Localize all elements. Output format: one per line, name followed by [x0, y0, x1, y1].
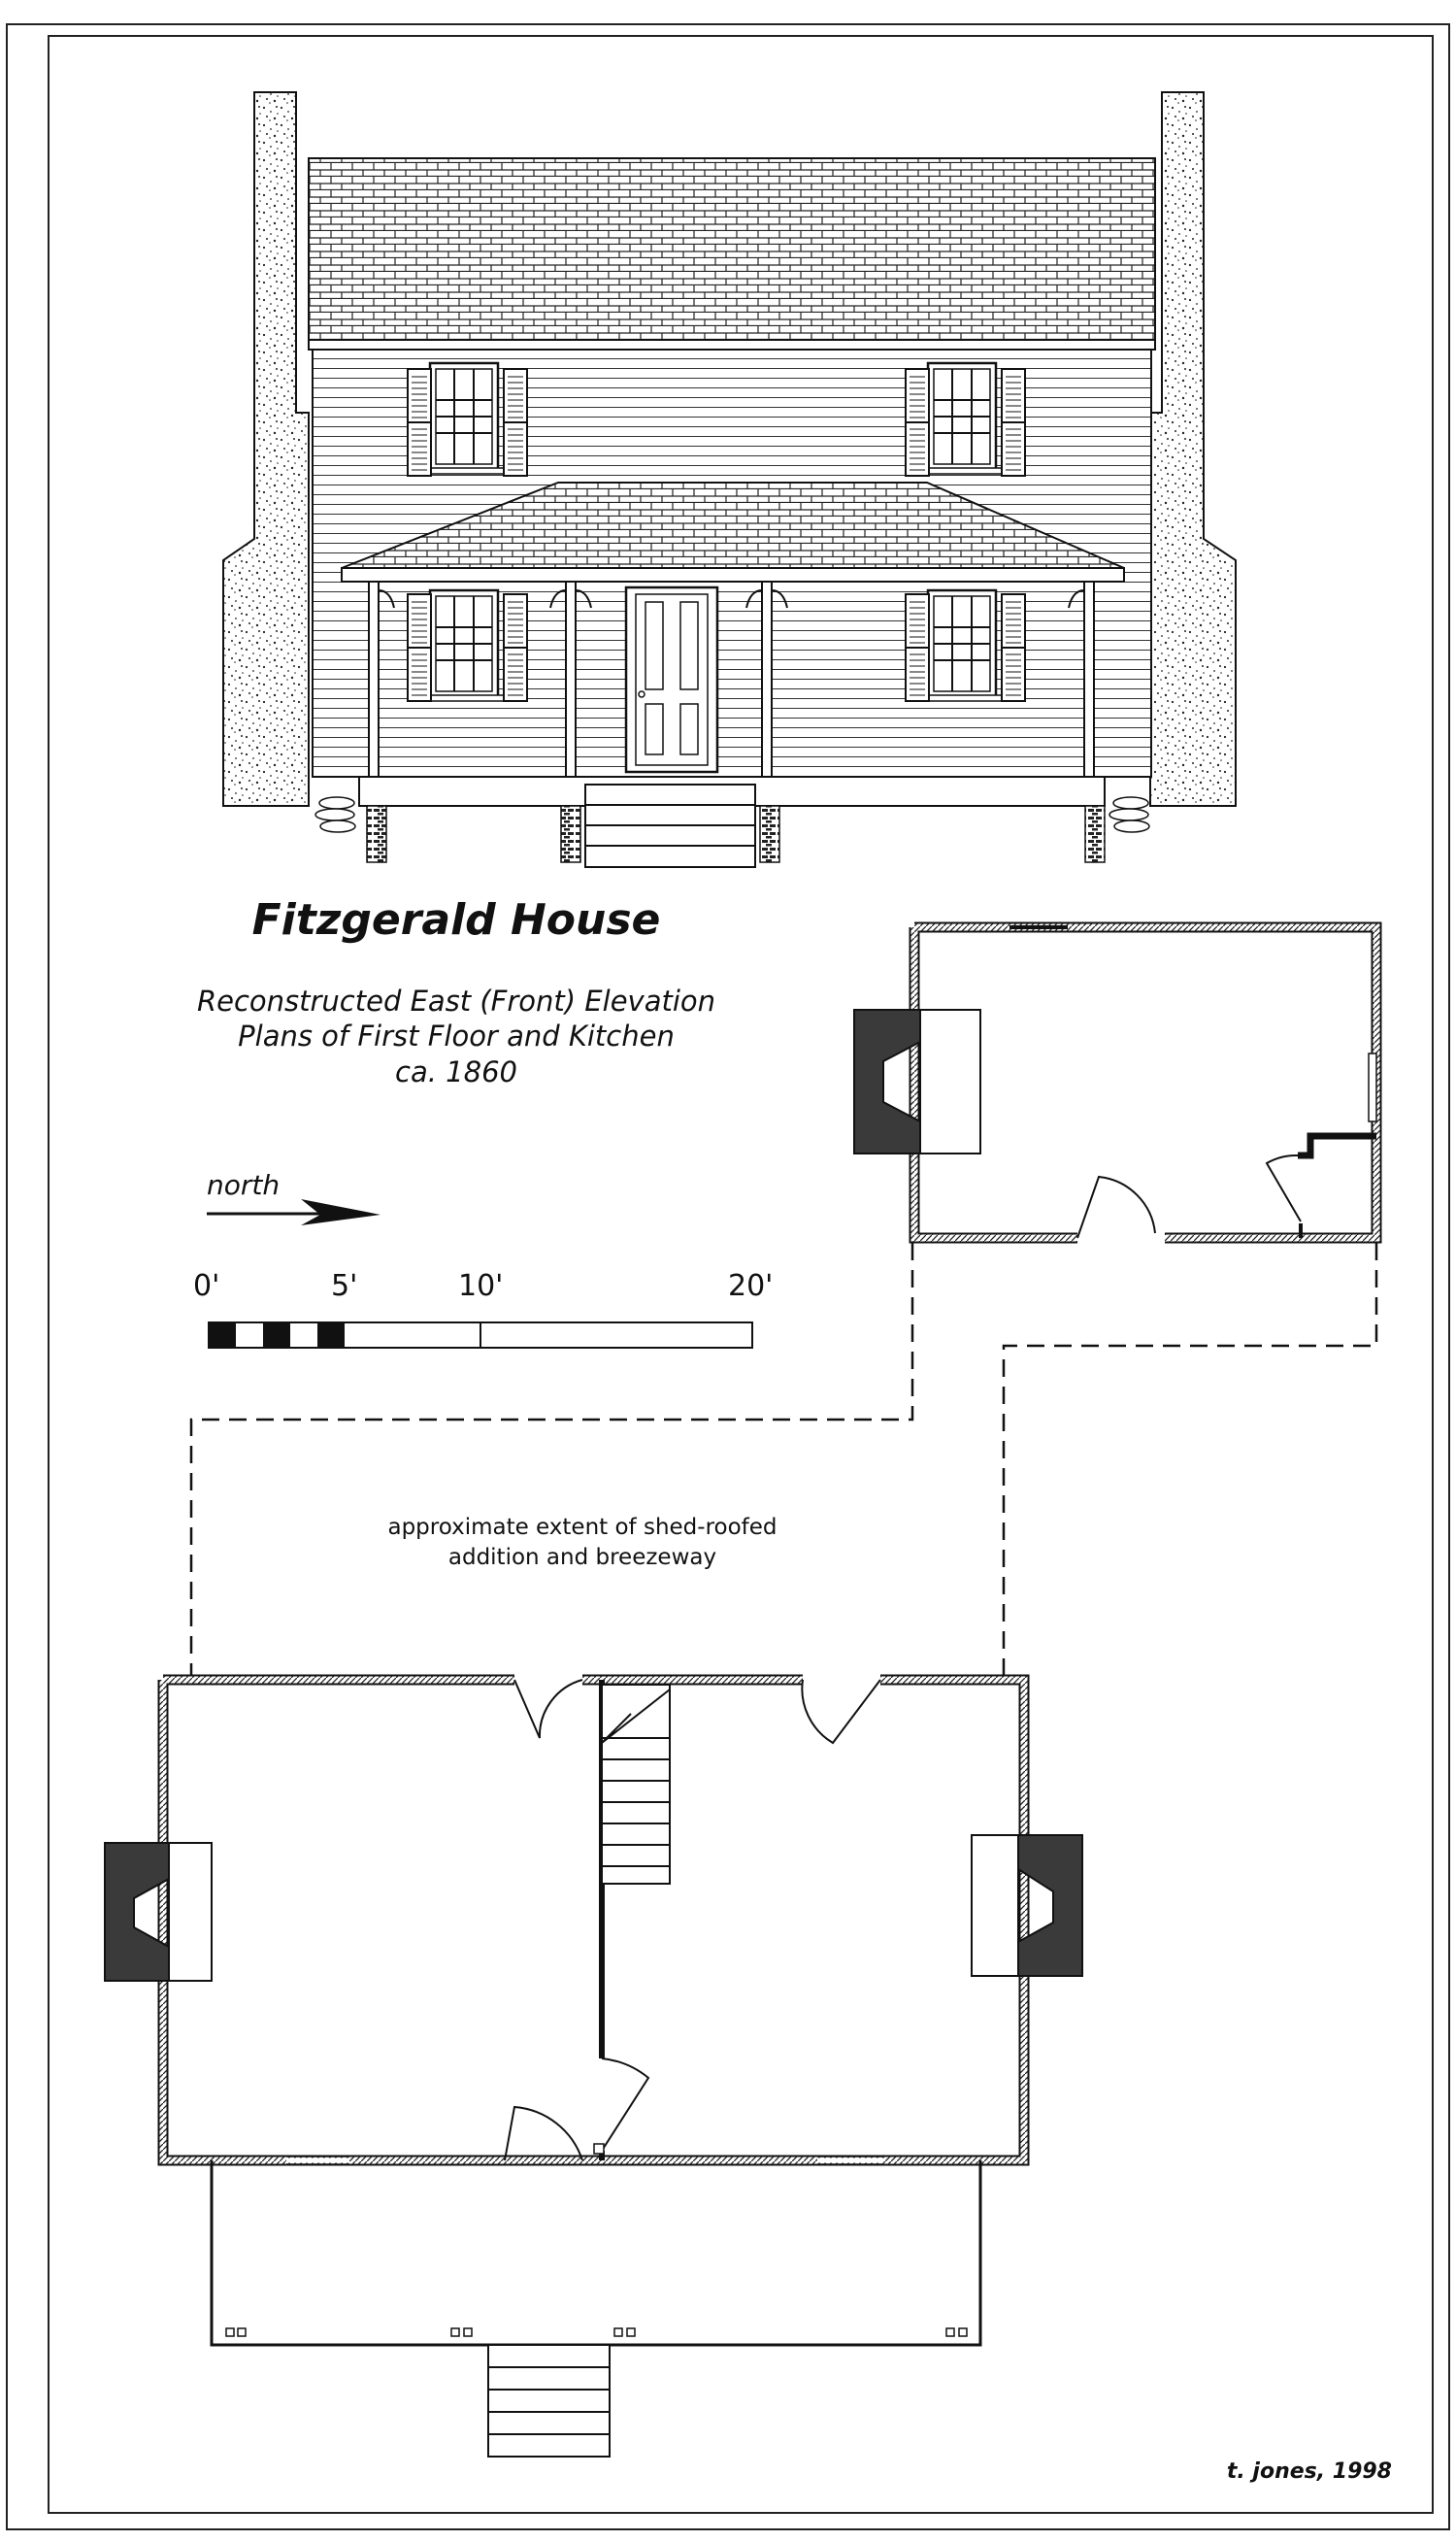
north-arrow [207, 1199, 381, 1225]
west-hearth [169, 1843, 212, 1981]
pier [1085, 806, 1105, 862]
first-floor-plan [105, 1680, 1082, 2457]
front-steps [585, 785, 755, 867]
lower-window-left [408, 590, 527, 701]
drawing-title: Fitzgerald House [251, 895, 661, 945]
main-roof [309, 158, 1155, 345]
addition-note-line-2: addition and breezeway [447, 1545, 717, 1570]
porch-post-bases [226, 2328, 967, 2336]
upper-window-right [906, 363, 1025, 476]
porch-steps [488, 2345, 610, 2457]
pier [561, 806, 580, 862]
pier [760, 806, 779, 862]
addition-note-line-1: approximate extent of shed-roofed [387, 1515, 778, 1540]
right-chimney [1150, 92, 1236, 806]
scale-label-10: 10' [458, 1269, 504, 1303]
upper-window-left [408, 363, 527, 476]
front-elevation [223, 92, 1236, 867]
pier [367, 806, 386, 862]
roof-eave [309, 340, 1155, 350]
scale-label-0: 0' [193, 1269, 220, 1303]
stairs [602, 1685, 670, 1884]
subtitle-line-2: Plans of First Floor and Kitchen [238, 1020, 675, 1053]
scale-label-5: 5' [331, 1269, 358, 1303]
addition-outline [191, 1243, 1376, 1680]
lower-window-right [906, 590, 1025, 701]
porch-fascia [342, 568, 1124, 582]
east-hearth [972, 1835, 1018, 1976]
north-label: north [207, 1169, 281, 1201]
subtitle-line-3: ca. 1860 [395, 1055, 517, 1088]
scale-label-20: 20' [728, 1269, 774, 1303]
scale-bar [209, 1322, 752, 1348]
kitchen-plan [854, 927, 1376, 1238]
porch-outline [212, 2160, 980, 2345]
drafter-credit: t. jones, 1998 [1226, 2459, 1392, 2484]
subtitle-line-1: Reconstructed East (Front) Elevation [196, 985, 716, 1018]
front-door [626, 587, 717, 772]
left-chimney [223, 92, 309, 806]
kitchen-hearth [920, 1010, 980, 1154]
